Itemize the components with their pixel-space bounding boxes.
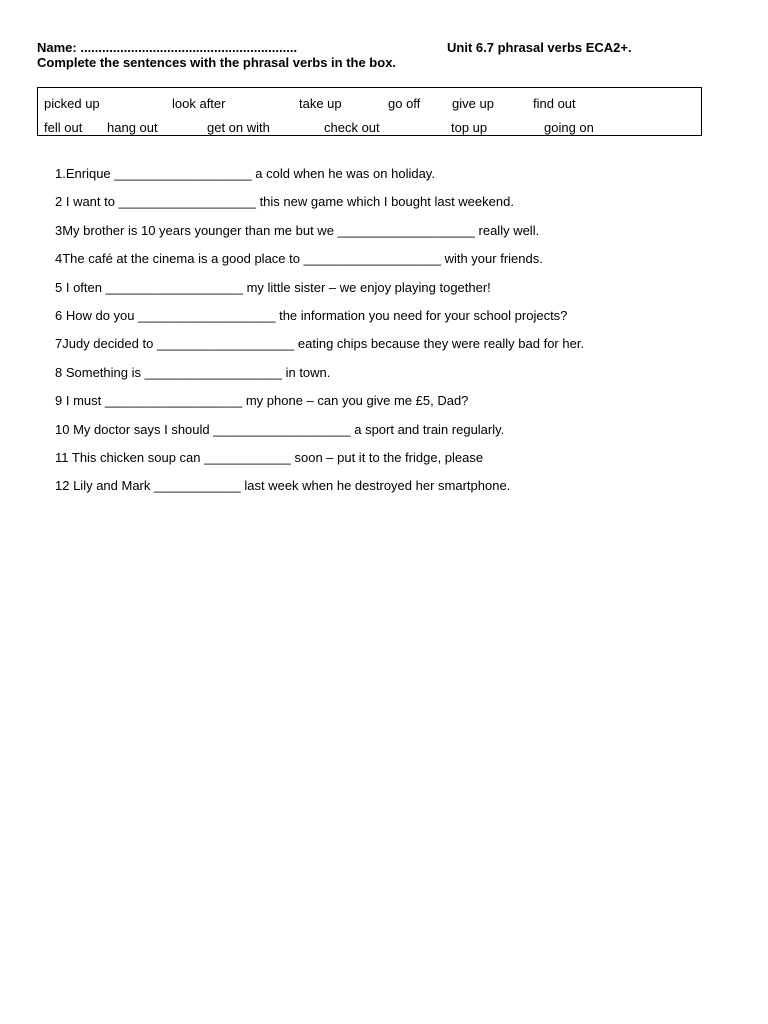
word-box-item: give up <box>452 96 494 111</box>
instructions: Complete the sentences with the phrasal verbs in the box. <box>37 55 397 70</box>
exercise-sentence: 8 Something is ___________________ in town. <box>55 364 331 380</box>
exercise-sentence: 6 How do you ___________________ the information you need for your school projects? <box>55 307 568 323</box>
word-box-item: check out <box>324 120 380 135</box>
exercise-sentence: 1.Enrique ___________________ a cold when he was on holiday. <box>55 166 435 181</box>
word-box-item: find out <box>533 96 576 111</box>
name-field-line: Name: ............................................................ <box>37 40 298 55</box>
word-box-item: get on with <box>207 120 270 135</box>
word-box-item: take up <box>299 96 342 111</box>
exercise-sentence: 3My brother is 10 years younger than me but we ___________________ really well. <box>55 222 540 238</box>
word-box-item: going on <box>544 120 594 135</box>
phrasal-verb-word-box <box>37 87 702 136</box>
word-box-item: go off <box>388 96 421 111</box>
exercise-sentence-list <box>55 166 584 507</box>
unit-title: Unit 6.7 phrasal verbs ECA2+. <box>447 40 632 55</box>
word-box-item: look after <box>172 96 226 111</box>
exercise-sentence: 7Judy decided to ___________________ eating chips because they were really bad for her. <box>55 336 585 352</box>
exercise-sentence: 5 I often ___________________ my little sister – we enjoy playing together! <box>55 279 491 295</box>
exercise-sentence: 9 I must ___________________ my phone – can you give me £5, Dad? <box>55 393 469 409</box>
exercise-sentence: 2 I want to ___________________ this new game which I bought last weekend. <box>55 194 514 210</box>
exercise-sentence: 4The café at the cinema is a good place to ___________________ with your friends. <box>55 251 543 267</box>
word-box-item: top up <box>451 120 488 135</box>
exercise-sentence: 11 This chicken soup can ____________ soon – put it to the fridge, please <box>55 449 484 465</box>
word-box-item: picked up <box>44 96 100 111</box>
word-box-item: hang out <box>107 120 158 135</box>
word-box-item: fell out <box>44 120 83 135</box>
exercise-sentence: 10 My doctor says I should ___________________ a sport and train regularly. <box>55 421 505 437</box>
exercise-sentence: 12 Lily and Mark ____________ last week when he destroyed her smartphone. <box>55 478 511 494</box>
